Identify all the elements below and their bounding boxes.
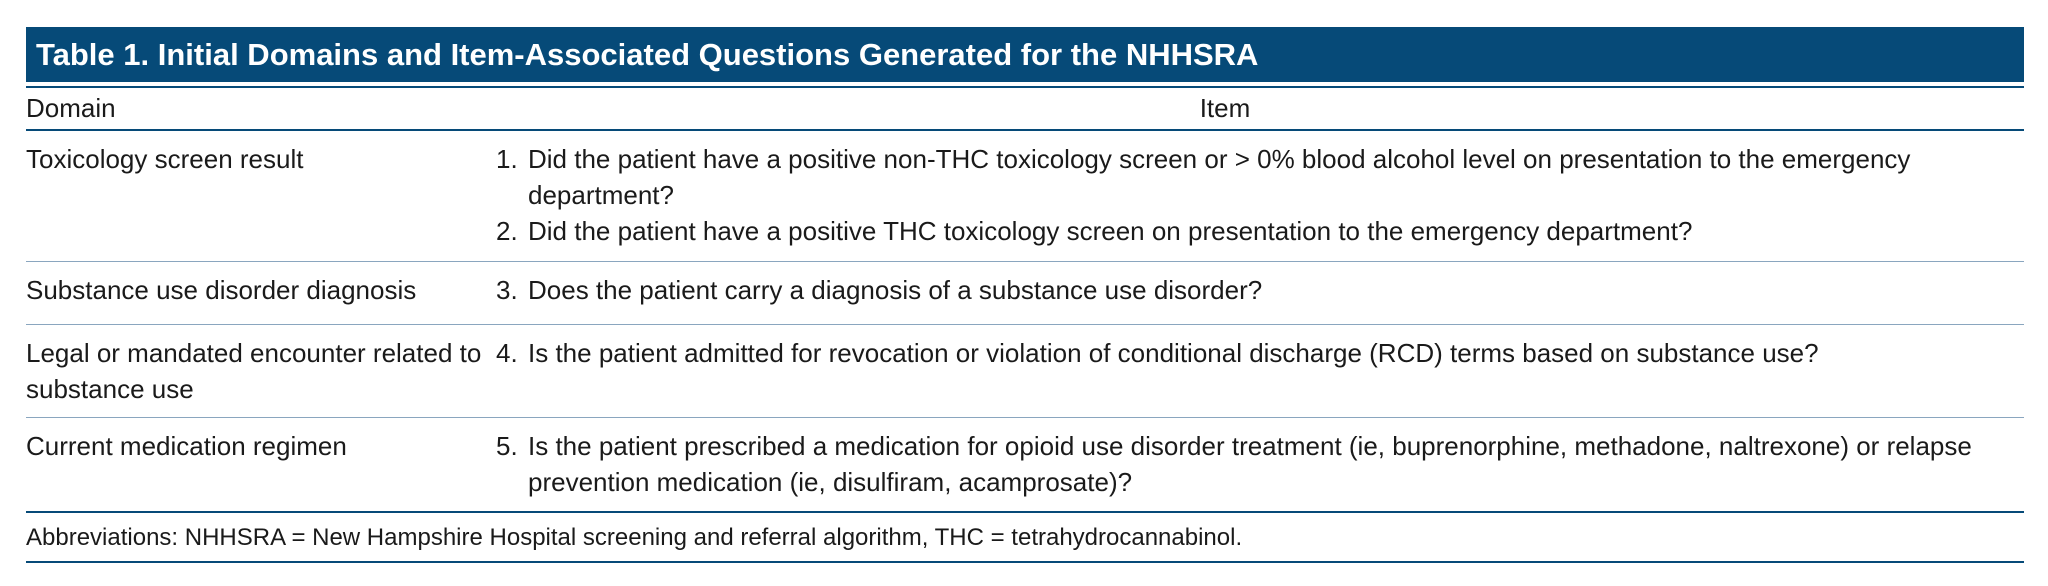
- row-domain: Legal or mandated encounter related to substance use: [26, 338, 482, 404]
- row-items: [496, 418, 2024, 511]
- item-number: 1.: [496, 144, 518, 174]
- row-items: [496, 131, 2024, 261]
- table-title: Table 1. Initial Domains and Item-Associated Questions Generated for the NHHSRA: [26, 27, 2024, 82]
- row-domain: Toxicology screen result: [26, 144, 304, 174]
- header-domain: Domain: [26, 93, 116, 123]
- table-footnote: Abbreviations: NHHSRA = New Hampshire Hospital screening and referral algorithm, THC = tetrahydrocannabinol.: [26, 513, 2024, 563]
- list-item: [496, 335, 2024, 371]
- header-item: Item: [1199, 93, 1251, 123]
- list-item: [496, 272, 2024, 308]
- table-1: [26, 27, 2024, 563]
- list-item: [496, 428, 2024, 500]
- list-item: [496, 141, 2024, 213]
- item-number: 4.: [496, 338, 518, 368]
- item-question: Is the patient admitted for revocation or violation of conditional discharge (RCD) terms based on substance use?: [528, 338, 1819, 368]
- row-domain: Current medication regimen: [26, 431, 347, 461]
- item-question: Is the patient prescribed a medication for opioid use disorder treatment (ie, buprenorphine, methadone, naltrexone) or relapse prevention medication (ie, disulfiram, acamprosate)?: [528, 431, 1972, 497]
- list-item: [496, 213, 2024, 249]
- item-question: Does the patient carry a diagnosis of a substance use disorder?: [528, 275, 1263, 305]
- table-header-row: [26, 86, 2024, 131]
- item-number: 5.: [496, 431, 518, 461]
- table-row: [26, 418, 2024, 513]
- table-row: [26, 325, 2024, 418]
- item-question: Did the patient have a positive non-THC toxicology screen or > 0% blood alcohol level on presentation to the emergency department?: [528, 144, 1911, 210]
- item-number: 2.: [496, 216, 518, 246]
- item-question: Did the patient have a positive THC toxicology screen on presentation to the emergency department?: [528, 216, 1693, 246]
- row-domain: Substance use disorder diagnosis: [26, 275, 417, 305]
- row-items: [496, 325, 2024, 417]
- row-items: [496, 262, 2024, 324]
- item-number: 3.: [496, 275, 518, 305]
- table-row: [26, 131, 2024, 262]
- table-row: [26, 262, 2024, 325]
